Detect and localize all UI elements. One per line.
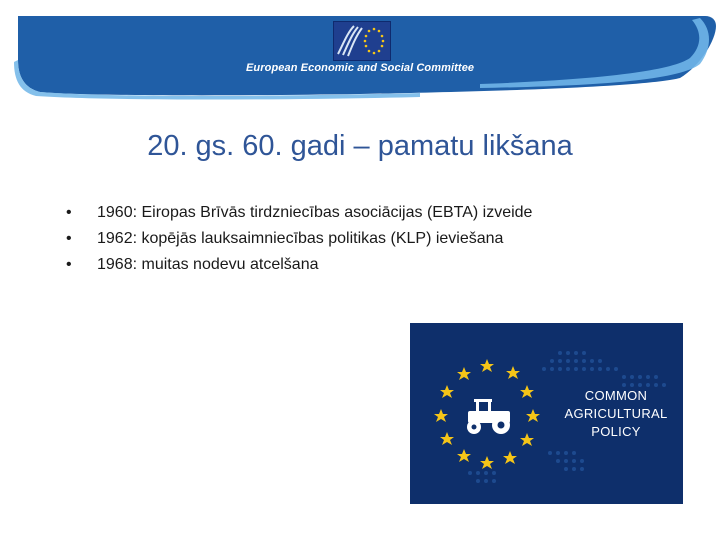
caption-line: COMMON (584, 388, 648, 403)
list-item (66, 254, 686, 280)
bullet-icon: • (66, 230, 72, 247)
caption-line: AGRICULTURAL (564, 406, 668, 421)
header-banner (0, 0, 720, 110)
bullet-year: 1960 (97, 204, 133, 221)
bullet-text: : Eiropas Brīvās tirdzniecības asociācijas (EBTA) izveide (132, 204, 533, 221)
page-title: 20. gs. 60. gadi – pamatu likšana (147, 130, 573, 162)
cap-image (410, 323, 683, 504)
cap-caption (546, 387, 686, 441)
bullet-text: : muitas nodevu atcelšana (132, 256, 319, 273)
eesc-logo-icon (334, 22, 390, 60)
bullet-text: : kopējās lauksaimniecības politikas (KLP) ieviešana (132, 230, 504, 247)
bullet-icon: • (66, 204, 72, 221)
list-item (66, 228, 686, 254)
eesc-logo (333, 21, 391, 61)
header-title: European Economic and Social Committee (246, 62, 475, 74)
bullet-icon: • (66, 256, 72, 273)
caption-line: POLICY (591, 424, 641, 439)
bullet-list (66, 202, 686, 280)
list-item (66, 202, 686, 228)
bullet-year: 1962 (97, 230, 133, 247)
bullet-year: 1968 (97, 256, 133, 273)
